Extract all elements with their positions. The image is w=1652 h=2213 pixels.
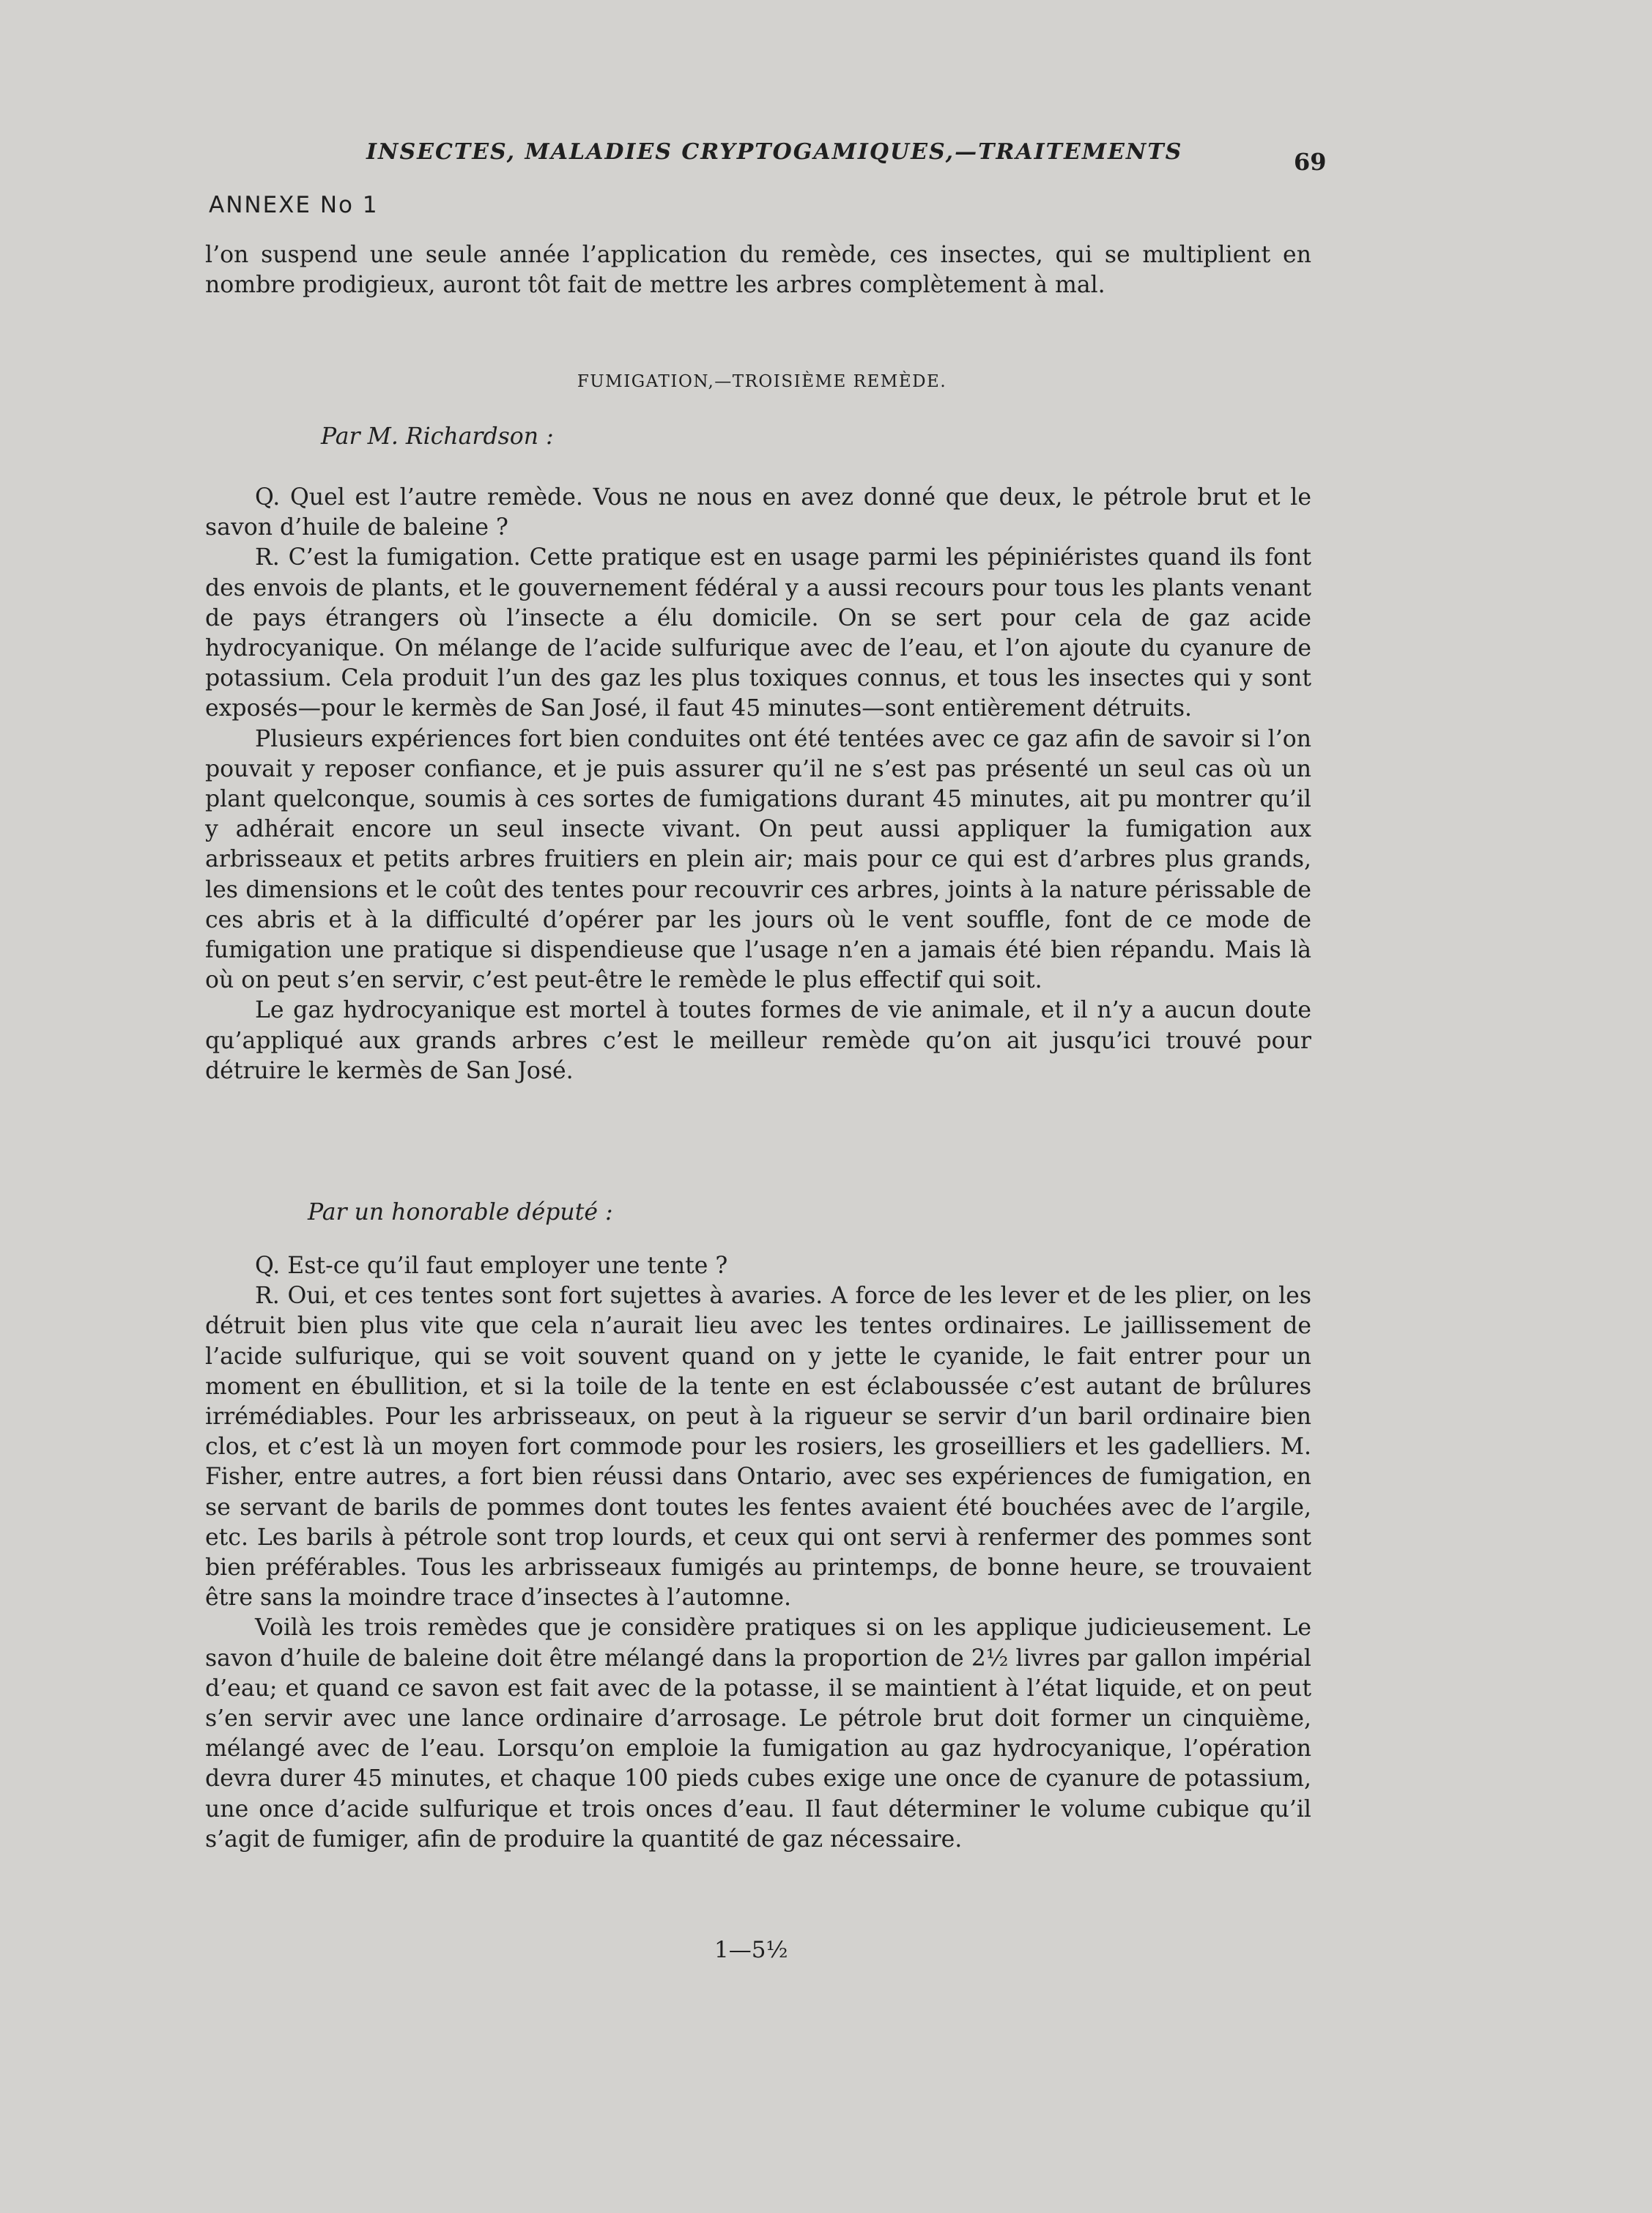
paragraph-3: Le gaz hydrocyanique est mortel à toutes formes de vie animale, et il n’y a aucun doute qu’appliqué aux grands arbres c’est le meilleur remède qu’on ait jusqu’ici trouvé pour détruire le kermès de San José. [205,997,1311,1084]
question-2: Q. Est-ce qu’il faut employer une tente ? [255,1253,728,1279]
main-text-block-1 [205,483,1311,1086]
speaker-richardson: Par M. Richardson : [321,423,554,450]
speaker-depute: Par un honorable député : [308,1199,613,1226]
paragraph-2: Plusieurs expériences fort bien conduites ont été tentées avec ce gaz afin de savoir si l’on pouvait y reposer confiance, et je puis assurer qu’il ne s’est pas présenté un seul cas où un plant quelconque, soumis à ces sortes de fumigations durant 45 minutes, ait pu montrer qu’il y adhérait encore un seul insecte vivant. On peut aussi appliquer la fumigation aux arbrisseaux et petits arbres fruitiers en plein air; mais pour ce qui est d’arbres plus grands, les dimensions et le coût des tentes pour recouvrir ces arbres, joints à la nature périssable de ces abris et à la difficulté d’opérer par les jours où le vent souffle, font de ce mode de fumigation une pratique si dispendieuse que l’usage n’en a jamais été bien répandu. Mais là où on peut s’en servir, c’est peut-être le remède le plus effectif qui soit. [205,725,1311,994]
signature-mark: 1—5½ [714,1937,788,1963]
main-text-block-2 [205,1251,1311,1855]
running-title: INSECTES, MALADIES CRYPTOGAMIQUES,—TRAITEMENTS [366,139,1183,165]
answer-2: R. Oui, et ces tentes sont fort sujettes à avaries. A force de les lever et de les plier, on les détruit bien plus vite que cela n’aurait lieu avec les tentes ordinaires. Le jaillissement de l’acide sulfurique, qui se voit souvent quand on y jette le cyanide, le fait entrer pour un moment en ébullition, et si la toile de la tente en est éclaboussée c’est autant de brûlures irrémédiables. Pour les arbrisseaux, on peut à la rigueur se servir d’un baril ordinaire bien clos, et c’est là un moyen fort commode pour les rosiers, les groseilliers et les gadelliers. M. Fisher, entre autres, a fort bien réussi dans Ontario, avec ses expériences de fumigation, en se servant de barils de pommes dont toutes les fentes avaient été bouchées avec de l’argile, etc. Les barils à pétrole sont trop lourds, et ceux qui ont servi à renfermer des pommes sont bien préférables. Tous les arbrisseaux fumigés au printemps, de bonne heure, se trouvaient être sans la moindre trace d’insectes à l’automne. [205,1283,1311,1612]
paragraph-4: Voilà les trois remèdes que je considère pratiques si on les applique judicieusement. Le savon d’huile de baleine doit être mélangé dans la proportion de 2½ livres par gallon impérial d’eau; et quand ce savon est fait avec de la potasse, il se maintient à l’état liquide, et on peut s’en servir avec une lance ordinaire d’arrosage. Le pétrole brut doit former un cinquième, mélangé avec de l’eau. Lorsqu’on emploie la fumigation au gaz hydrocyanique, l’opération devra durer 45 minutes, et chaque 100 pieds cubes exige une once de cyanure de potassium, une once d’acide sulfurique et trois onces d’eau. Il faut déterminer le volume cubique qu’il s’agit de fumiger, afin de produire la quantité de gaz nécessaire. [205,1615,1311,1853]
intro-block [205,240,1311,300]
page-number: 69 [1294,148,1327,176]
section-title: FUMIGATION,—TROISIÈME REMÈDE. [577,372,947,391]
question-1: Q. Quel est l’autre remède. Vous ne nous en avez donné que deux, le pétrole brut et le savon d’huile de baleine ? [205,484,1311,541]
annexe-label: ANNEXE No 1 [209,192,379,218]
intro-paragraph: l’on suspend une seule année l’application du remède, ces insectes, qui se multiplient en nombre prodigieux, auront tôt fait de mettre les arbres complètement à mal. [205,242,1311,299]
answer-1: R. C’est la fumigation. Cette pratique est en usage parmi les pépiniéristes quand ils font des envois de plants, et le gouvernement fédéral y a aussi recours pour tous les plants venant de pays étrangers où l’insecte a élu domicile. On se sert pour cela de gaz acide hydrocyanique. On mélange de l’acide sulfurique avec de l’eau, et l’on ajoute du cyanure de potassium. Cela produit l’un des gaz les plus toxiques connus, et tous les insectes qui y sont exposés—pour le kermès de San José, il faut 45 minutes—sont entièrement détruits. [205,544,1311,722]
